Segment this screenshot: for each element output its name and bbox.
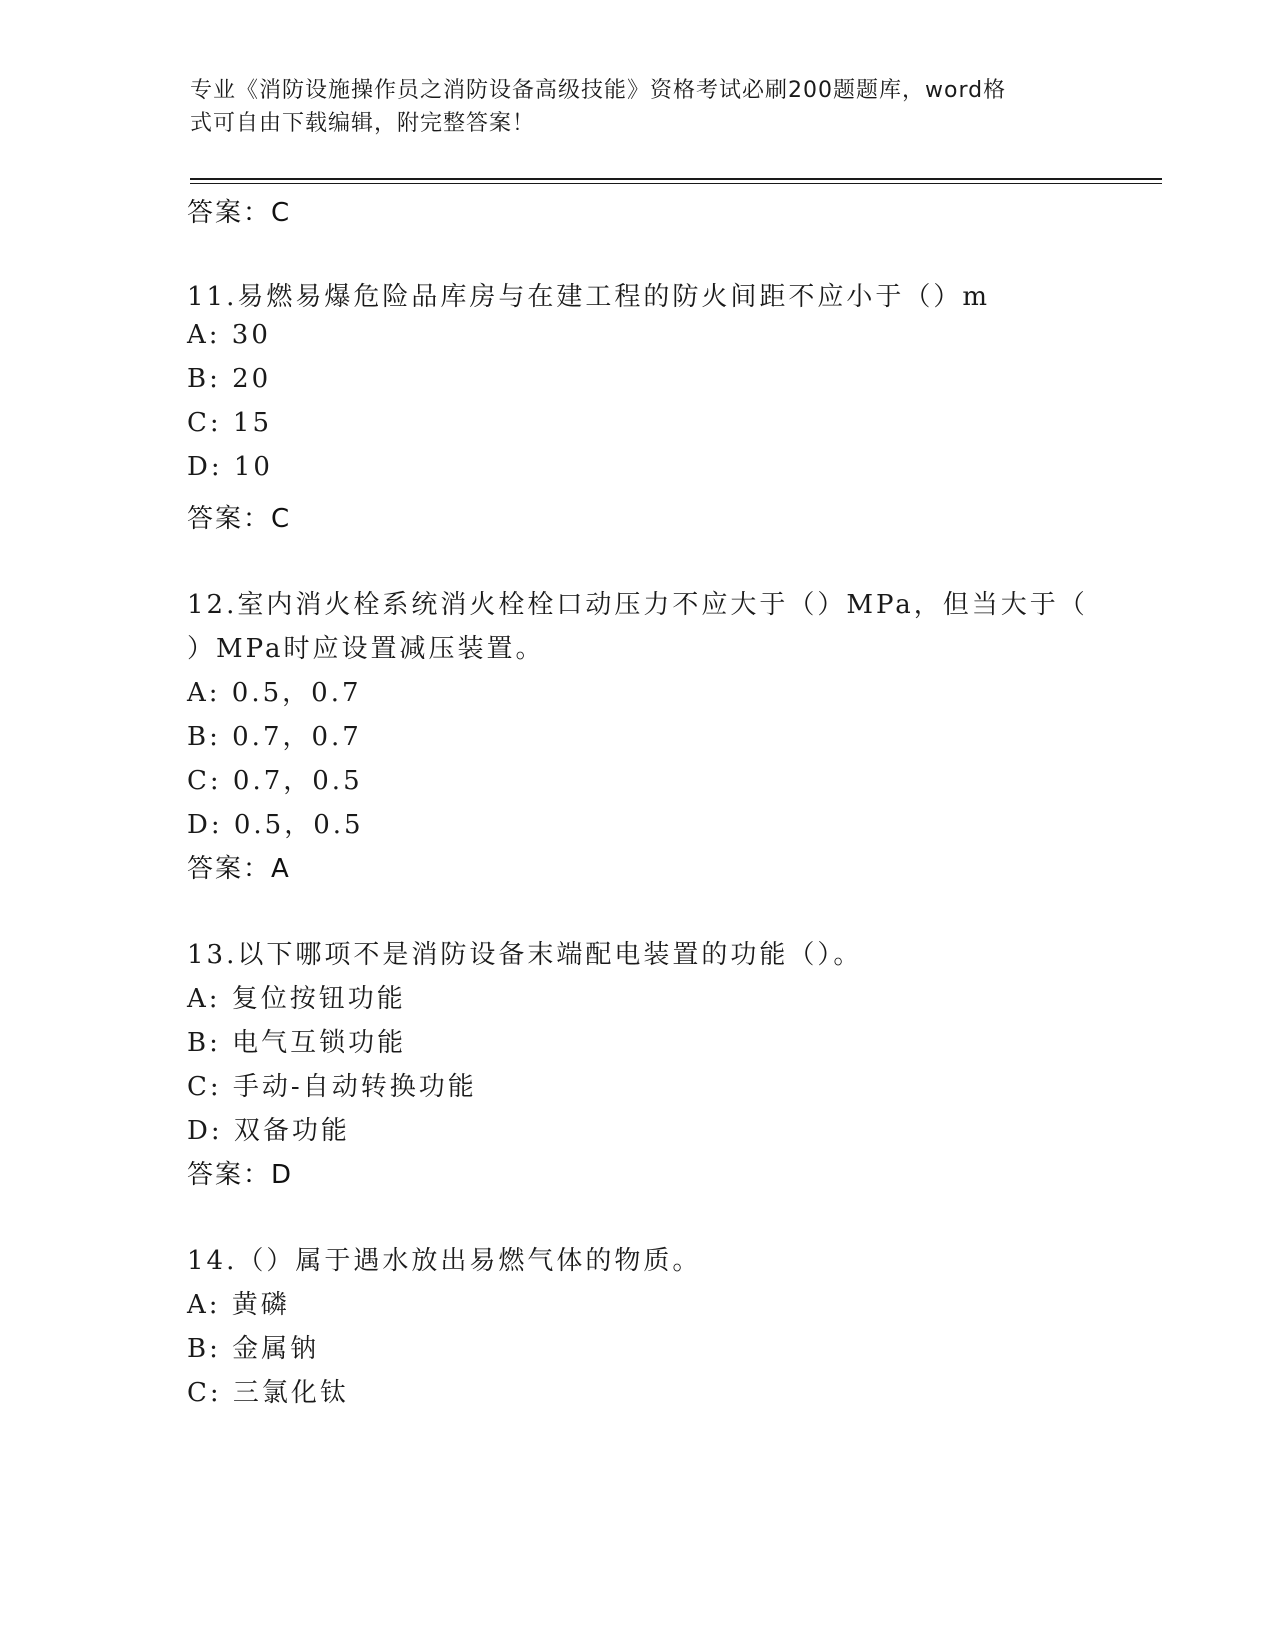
question-13-option-a: A: 复位按钮功能	[187, 984, 406, 1014]
question-12-stem-line-2: ）MPa时应设置减压装置。	[187, 634, 545, 664]
question-12-stem-line-1: 12.室内消火栓系统消火栓栓口动压力不应大于（）MPa，但当大于（	[187, 590, 1088, 620]
question-11-stem: 11.易燃易爆危险品库房与在建工程的防火间距不应小于（）m	[187, 282, 991, 312]
answer-q10: 答案：C	[187, 198, 292, 228]
answer-q11: 答案：C	[187, 504, 292, 534]
question-14-stem: 14.（）属于遇水放出易燃气体的物质。	[187, 1246, 702, 1276]
question-12-option-c: C: 0.7，0.5	[187, 766, 363, 796]
question-12-option-a: A: 0.5，0.7	[187, 678, 362, 708]
header-divider-thin	[190, 183, 1162, 184]
answer-q12: 答案：A	[187, 854, 291, 884]
question-11-option-b: B: 20	[187, 364, 272, 394]
question-13-option-d: D: 双备功能	[187, 1116, 350, 1146]
header-line-2: 式可自由下载编辑，附完整答案！	[190, 111, 536, 136]
question-12-option-d: D: 0.5，0.5	[187, 810, 364, 840]
question-13-stem: 13.以下哪项不是消防设备末端配电装置的功能（）。	[187, 940, 863, 970]
question-12-option-b: B: 0.7，0.7	[187, 722, 362, 752]
question-14-option-a: A: 黄磷	[187, 1290, 290, 1320]
question-13-option-b: B: 电气互锁功能	[187, 1028, 407, 1058]
question-14-option-b: B: 金属钠	[187, 1334, 320, 1364]
answer-q13: 答案：D	[187, 1160, 294, 1190]
document-header	[190, 74, 1090, 140]
question-13-option-c: C: 手动-自动转换功能	[187, 1072, 477, 1102]
header-line-1: 专业《消防设施操作员之消防设备高级技能》资格考试必刷200题题库，word格	[190, 78, 1007, 103]
question-11-option-d: D: 10	[187, 452, 273, 482]
question-14-option-c: C: 三氯化钛	[187, 1378, 349, 1408]
question-11-option-c: C: 15	[187, 408, 273, 438]
header-divider-thick	[190, 178, 1162, 180]
question-11-option-a: A: 30	[187, 320, 271, 350]
